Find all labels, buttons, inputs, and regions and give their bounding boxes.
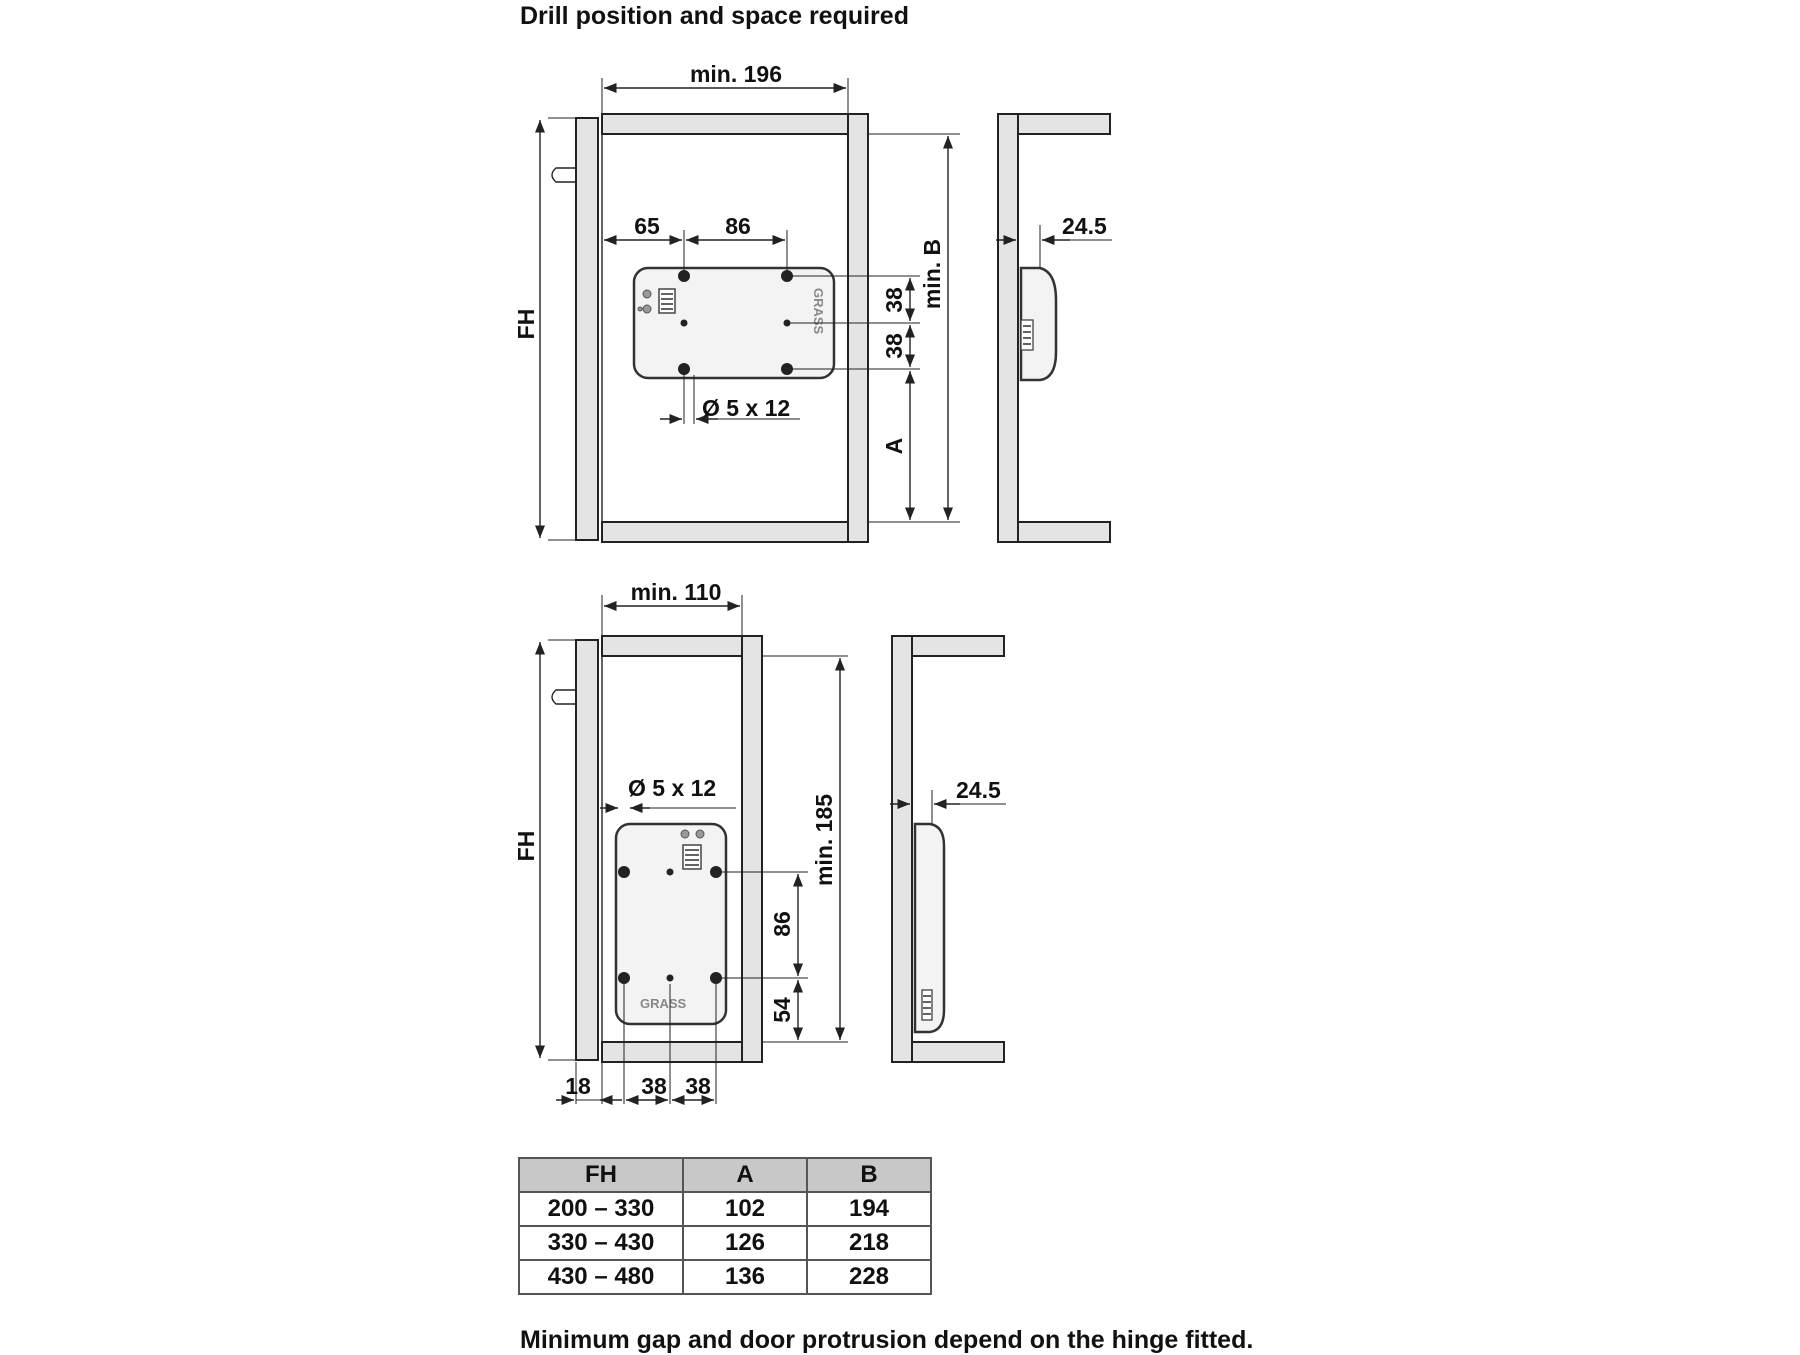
cabinet-top-panel	[602, 114, 868, 134]
door-handle	[552, 690, 576, 704]
table-cell: 194	[807, 1192, 931, 1226]
table-row	[519, 1192, 931, 1226]
table-cell: 218	[807, 1226, 931, 1260]
column-header-fh: FH	[519, 1158, 683, 1192]
table-row	[519, 1260, 931, 1294]
dimension-spacing-38b: 38	[685, 1073, 711, 1099]
side-panel	[892, 636, 912, 1062]
footnote: Minimum gap and door protrusion depend on the hinge fitted.	[520, 1326, 1254, 1354]
side-bottom-panel	[1018, 522, 1110, 542]
table-cell: 136	[683, 1260, 807, 1294]
dimension-min-b: min. B	[919, 238, 945, 310]
cabinet-bottom-panel	[602, 1042, 762, 1062]
drill-hole	[710, 866, 722, 878]
cabinet-top-panel	[602, 636, 762, 656]
table-cell: 228	[807, 1260, 931, 1294]
drill-hole	[678, 363, 690, 375]
dimension-depth-24-5: 24.5	[1062, 213, 1107, 239]
table-row	[519, 1226, 931, 1260]
drawing-title: Drill position and space required	[520, 2, 909, 30]
dimension-depth-24-5: 24.5	[956, 777, 1001, 803]
cabinet-side-panel	[848, 114, 868, 542]
table-cell: 330 – 430	[519, 1226, 683, 1260]
dimension-offset-65: 65	[634, 213, 660, 239]
door-panel	[576, 118, 598, 540]
brand-logo: GRASS	[640, 996, 687, 1011]
dimension-spacing-38b: 38	[881, 333, 907, 359]
drill-hole	[618, 866, 630, 878]
drill-size-label: Ø 5 x 12	[628, 775, 717, 801]
table-cell: 200 – 330	[519, 1192, 683, 1226]
dimension-offset-54: 54	[769, 997, 795, 1023]
top-side-view	[996, 114, 1112, 542]
brand-logo: GRASS	[811, 288, 826, 335]
column-header-b: B	[807, 1158, 931, 1192]
door-handle	[552, 168, 576, 182]
side-panel	[998, 114, 1018, 542]
drill-hole	[678, 270, 690, 282]
side-top-panel	[1018, 114, 1110, 134]
dimension-min-height: min. 185	[811, 793, 837, 887]
drill-hole	[618, 972, 630, 984]
lift-mechanism	[616, 824, 726, 1024]
cabinet-bottom-panel	[602, 522, 868, 542]
side-top-panel	[912, 636, 1004, 656]
dimension-min-width: min. 196	[689, 61, 783, 87]
dimension-spacing-86: 86	[769, 911, 795, 937]
table-cell: 126	[683, 1226, 807, 1260]
dimension-spacing-38a: 38	[641, 1073, 667, 1099]
top-front-view	[513, 61, 960, 542]
dimension-fh: FH	[513, 830, 539, 862]
dimension-spacing-38a: 38	[881, 287, 907, 313]
side-bottom-panel	[912, 1042, 1004, 1062]
drill-size-label: Ø 5 x 12	[702, 395, 791, 421]
drill-hole	[710, 972, 722, 984]
dimension-table	[518, 1157, 932, 1295]
bottom-front-view	[513, 579, 848, 1104]
table-cell: 102	[683, 1192, 807, 1226]
door-panel	[576, 640, 598, 1060]
dimension-min-width: min. 110	[630, 579, 722, 605]
cabinet-side-panel	[742, 636, 762, 1062]
dimension-a: A	[881, 437, 907, 455]
bottom-side-view	[890, 636, 1006, 1062]
dimension-fh: FH	[513, 308, 539, 340]
table-header-row	[519, 1158, 931, 1192]
dimension-offset-18: 18	[565, 1073, 591, 1099]
table-cell: 430 – 480	[519, 1260, 683, 1294]
column-header-a: A	[683, 1158, 807, 1192]
dimension-spacing-86: 86	[725, 213, 751, 239]
